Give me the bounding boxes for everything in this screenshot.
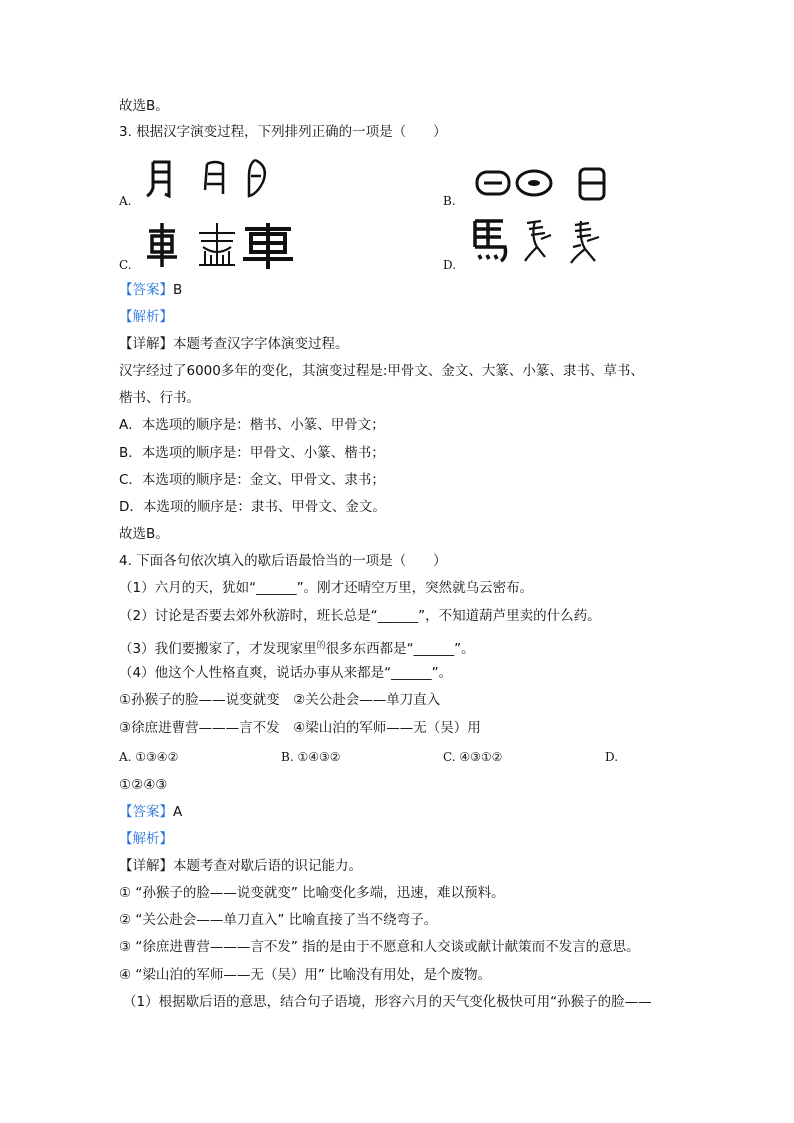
choice-d-value: ①②④③ <box>119 777 168 793</box>
option-d-glyphs <box>471 217 606 267</box>
sentence-2: （2）讨论是否要去郊外秋游时，班长总是“______”，不知道葫芦里卖的什么药。 <box>119 608 601 624</box>
sentence-4: （4）他这个人性格直爽，说话办事从来都是“______”。 <box>119 665 453 681</box>
xiangjie-1 <box>119 335 349 353</box>
answer-1-bracket: 【答案】 <box>119 282 173 298</box>
option-a-glyphs <box>145 156 275 198</box>
xiangjie-1-bracket: 【详解】 <box>119 336 173 352</box>
question-3: 3. 根据汉字演变过程，下列排列正确的一项是（ ） <box>119 124 447 140</box>
question-4: 4. 下面各句依次填入的歇后语最恰当的一项是（ ） <box>119 553 447 569</box>
xiangjie-1-text: 本题考查汉字字体演变过程。 <box>173 336 349 352</box>
explain-idiom-3: ③ “徐庶进曹营———言不发” 指的是由于不愿意和人交谈或献计献策而不发言的意思。 <box>119 939 640 955</box>
option-c-label: C. <box>119 258 132 272</box>
answer-1-value: B <box>173 282 183 298</box>
xiangjie-2 <box>119 857 362 875</box>
options-row-2: ③徐庶进曹营———言不发 ④梁山泊的军师——无（吴）用 <box>119 720 481 736</box>
jiexi-2: 【解析】 <box>119 831 173 847</box>
xiangjie-2-text: 本题考查对歇后语的识记能力。 <box>173 858 362 874</box>
explain-idiom-4: ④ “梁山泊的军师——无（吴）用” 比喻没有用处，是个废物。 <box>119 967 492 983</box>
choice-d-label: D. <box>605 750 619 764</box>
xiangjie-2-bracket: 【详解】 <box>119 858 173 874</box>
choice-a: A. ①③④② <box>119 750 179 764</box>
option-c-glyphs <box>145 221 295 269</box>
option-a-label: A. <box>119 194 132 208</box>
answer-2-bracket: 【答案】 <box>119 804 173 820</box>
sentence-1: （1）六月的天，犹如“______”。刚才还晴空万里，突然就乌云密布。 <box>119 580 534 596</box>
answer-2-value: A <box>173 804 183 820</box>
line-conclusion-1: 故选B。 <box>119 98 169 114</box>
answer-2 <box>119 803 182 821</box>
option-b-label: B. <box>443 194 456 208</box>
sentence-3-part-b: 很多东西都是“______”。 <box>325 641 475 657</box>
explain-idiom-2: ② “关公赴会——单刀直入” 比喻直接了当不绕弯子。 <box>119 912 438 928</box>
para-1: 汉字经过了6000多年的变化，其演变过程是:甲骨文、金文、大篆、小篆、隶书、草书、 <box>119 363 644 379</box>
sentence-3-inline-de: 的 <box>316 641 326 651</box>
options-row-1: ①孙猴子的脸——说变就变 ②关公赴会——单刀直入 <box>119 692 441 708</box>
jiexi-1: 【解析】 <box>119 309 173 325</box>
explain-idiom-1: ① “孙猴子的脸——说变就变” 比喻变化多端，迅速，难以预料。 <box>119 885 505 901</box>
explain-a: A．本选项的顺序是：楷书、小篆、甲骨文； <box>119 417 385 433</box>
choice-b: B. ①④③② <box>281 750 341 764</box>
sentence-3-part-a: （3）我们要搬家了，才发现家里 <box>119 641 317 657</box>
para-2: 楷书、行书。 <box>119 390 200 406</box>
explain-b: B．本选项的顺序是：甲骨文、小篆、楷书； <box>119 445 385 461</box>
line-conclusion-2: 故选B。 <box>119 526 169 542</box>
explain-item-1: （1）根据歇后语的意思，结合句子语境，形容六月的天气变化极快可用“孙猴子的脸—— <box>123 994 652 1010</box>
sentence-3 <box>119 640 475 660</box>
option-b-glyphs <box>474 166 614 202</box>
explain-d: D．本选项的顺序是：隶书、甲骨文、金文。 <box>119 499 386 515</box>
option-d-label: D. <box>443 258 457 272</box>
answer-1 <box>119 281 182 299</box>
explain-c: C．本选项的顺序是：金文、甲骨文、隶书； <box>119 472 385 488</box>
choice-c: C. ④③①② <box>443 750 503 764</box>
